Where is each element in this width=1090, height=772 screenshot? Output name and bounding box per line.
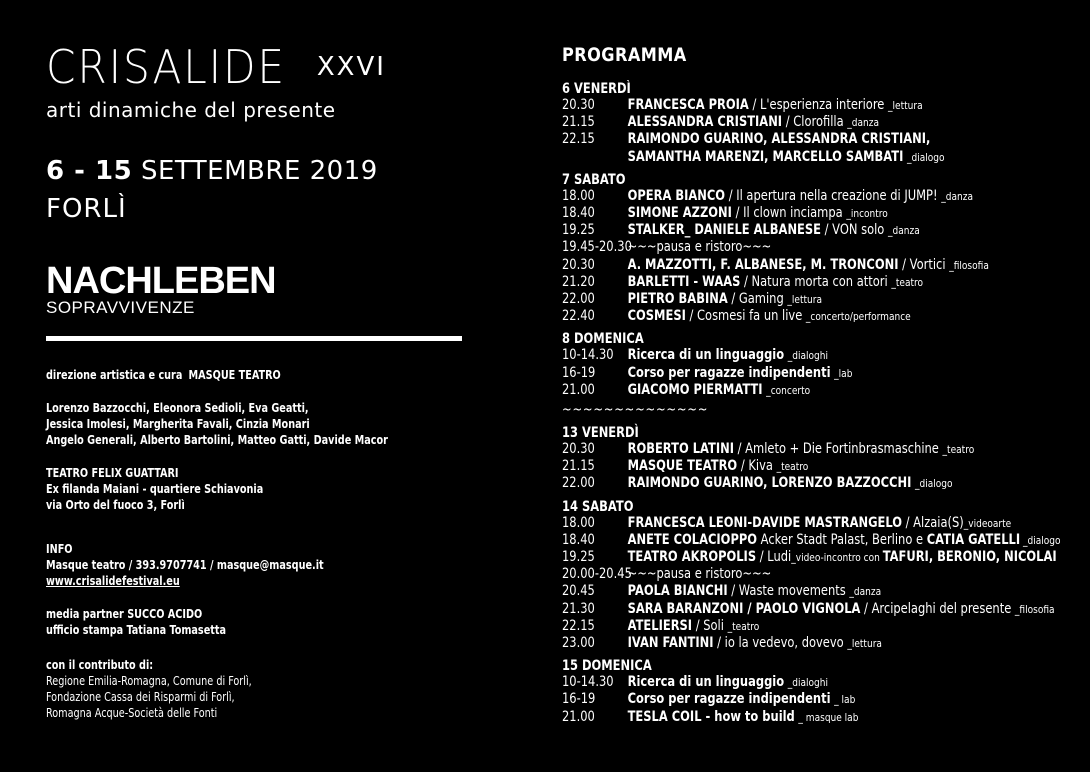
- event-title: / Kiva: [737, 458, 777, 475]
- event-artist: IVAN FANTINI: [627, 635, 714, 652]
- event-category: _lab: [834, 366, 853, 380]
- event-title: ~~~pausa e ristoro~~~: [627, 566, 772, 583]
- event-description: [628, 114, 879, 131]
- event-artist: STALKER_ DANIELE ALBANESE: [627, 222, 822, 239]
- event-time: 18.40: [562, 531, 595, 548]
- team-line: Angelo Generali, Alberto Bartolini, Matteo Gatti, Davide Macor: [46, 432, 388, 447]
- event-artist: A. MAZZOTTI, F. ALBANESE, M. TRONCONI: [627, 256, 899, 273]
- event-artist: SARA BARANZONI / PAOLO VIGNOLA: [627, 600, 861, 617]
- event-artist: PAOLA BIANCHI: [627, 583, 728, 600]
- event-description: [628, 365, 853, 382]
- info-block: [46, 541, 324, 589]
- contact-line: Masque teatro / 393.9707741 / masque@masque.it: [46, 557, 324, 572]
- event-row: [562, 114, 1054, 131]
- event-category: _videoarte: [963, 516, 1012, 530]
- event-time: 21.15: [562, 114, 595, 131]
- contributor-line: Regione Emilia-Romagna, Comune di Forlì,: [46, 673, 252, 688]
- event-artist: BARLETTI - WAAS: [627, 273, 741, 290]
- event-row: [562, 691, 1054, 708]
- contributor-line: Fondazione Cassa dei Risparmi di Forlì,: [46, 689, 235, 704]
- event-row: [562, 458, 1054, 475]
- event-description: [628, 382, 811, 399]
- event-time: 20.00-20.45: [562, 566, 632, 583]
- event-description: [628, 674, 828, 691]
- event-title: / VON solo: [821, 222, 888, 239]
- event-category: _danza: [941, 189, 973, 203]
- event-category: _dialoghi: [787, 676, 829, 690]
- event-description: [628, 515, 1012, 532]
- event-row: [562, 549, 1057, 566]
- event-description: [628, 635, 882, 652]
- event-time: 10-14.30: [562, 347, 614, 364]
- event-artist: Ricerca di un linguaggio: [627, 347, 785, 364]
- event-category: _dialogo: [907, 150, 945, 164]
- event-artist: TAFURI, BERONIO, NICOLAI: [882, 549, 1057, 566]
- event-title: / L'esperienza interiore: [748, 97, 889, 113]
- event-row: [562, 308, 1054, 325]
- event-time: 18.00: [562, 514, 595, 531]
- direction-value: MASQUE TEATRO: [188, 367, 281, 382]
- press-office-label: ufficio stampa: [46, 622, 124, 637]
- event-row: [562, 291, 1054, 308]
- event-category: _teatro: [727, 619, 760, 633]
- event-time: 22.40: [562, 308, 595, 325]
- event-time: 20.30: [562, 441, 595, 458]
- event-artist: FRANCESCA PROIA: [627, 97, 749, 113]
- event-category: _dialogo: [914, 477, 953, 491]
- event-row: [562, 365, 1054, 382]
- divider-rule: [46, 336, 462, 341]
- event-artist: CATIA GATELLI: [926, 531, 1021, 548]
- event-artist: MASQUE TEATRO: [627, 458, 738, 475]
- festival-edition: XXVI: [316, 52, 386, 82]
- event-row: [562, 475, 1054, 492]
- event-time: 20.30: [562, 256, 595, 273]
- event-category: _teatro: [776, 460, 809, 474]
- event-time: 21.15: [562, 458, 595, 475]
- venue-name: TEATRO FELIX GUATTARI: [46, 465, 179, 480]
- event-row: [562, 515, 1054, 532]
- event-row: [562, 347, 1054, 364]
- event-title: / Clorofilla: [782, 114, 848, 131]
- event-row: [562, 441, 1054, 458]
- theme-title: NACHLEBEN: [46, 260, 276, 302]
- media-partner-value: SUCCO ACIDO: [127, 606, 203, 621]
- festival-title: CRISALIDE: [46, 40, 286, 94]
- event-row: [562, 131, 1054, 148]
- event-category: _teatro: [891, 275, 924, 289]
- event-description: [628, 566, 772, 583]
- event-artist: ATELIERSI: [627, 617, 693, 634]
- event-description: [628, 149, 945, 166]
- event-artist: RAIMONDO GUARINO, LORENZO BAZZOCCHI: [627, 475, 912, 492]
- team-line: Jessica Imolesi, Margherita Favali, Cinzia Monari: [46, 416, 310, 431]
- event-category: _filosofia: [1014, 602, 1055, 616]
- day-heading: 15 DOMENICA: [562, 658, 652, 675]
- event-description: [628, 691, 856, 708]
- event-category: _dialoghi: [787, 349, 829, 363]
- event-description: [628, 188, 973, 205]
- festival-city: FORLÌ: [46, 194, 127, 224]
- event-time: 20.30: [562, 97, 595, 113]
- event-description: [628, 131, 931, 148]
- event-title: / Arcipelaghi del presente: [860, 600, 1015, 617]
- event-row: [562, 97, 1054, 114]
- dates-month: SETTEMBRE 2019: [140, 156, 378, 186]
- event-row: [562, 188, 1054, 205]
- event-time: 10-14.30: [562, 674, 614, 691]
- event-title: / io la vedevo, dovevo: [713, 635, 848, 652]
- event-title: / Amleto + Die Fortinbrasmaschine: [733, 441, 943, 458]
- event-artist: COSMESI: [627, 308, 686, 325]
- event-artist: ANETE COLACIOPPO: [627, 531, 758, 548]
- event-time: 21.30: [562, 600, 595, 617]
- event-time: 18.40: [562, 205, 595, 222]
- event-title: / Il clown inciampa: [731, 205, 847, 222]
- event-category: _filosofia: [949, 258, 989, 272]
- event-description: [628, 458, 809, 475]
- programme-list: [562, 81, 1061, 726]
- dates-range: 6 - 15: [46, 156, 133, 186]
- event-artist: OPERA BIANCO: [627, 187, 726, 204]
- team-line: Lorenzo Bazzocchi, Eleonora Sedioli, Eva Geatti,: [46, 400, 309, 415]
- event-description: [628, 709, 859, 726]
- event-row: [562, 239, 1054, 256]
- event-description: [628, 532, 1061, 549]
- event-title: / Alzaia(S): [902, 514, 964, 531]
- event-description: [628, 475, 953, 492]
- event-title: / Soli: [692, 617, 728, 634]
- event-category: _lettura: [847, 637, 882, 651]
- festival-subtitle: arti dinamiche del presente: [46, 98, 336, 122]
- event-time: [562, 149, 628, 166]
- event-time: 22.15: [562, 131, 595, 148]
- press-block: [46, 606, 226, 638]
- event-time: 16-19: [562, 364, 596, 381]
- press-office-value: Tatiana Tomasetta: [126, 622, 227, 637]
- venue-address-line: via Orto del fuoco 3, Forlì: [46, 497, 185, 512]
- event-description: [628, 441, 975, 458]
- day-heading: 13 VENERDÌ: [562, 425, 639, 442]
- event-category: _ lab: [834, 693, 856, 707]
- event-title: ~~~pausa e ristoro~~~: [627, 239, 772, 256]
- event-artist: ROBERTO LATINI: [627, 441, 734, 458]
- event-title: / Waste movements: [727, 583, 850, 600]
- event-row: [562, 674, 1054, 691]
- contributors-label: con il contributo di:: [46, 657, 154, 672]
- event-time: 16-19: [562, 691, 596, 708]
- event-description: [628, 308, 911, 325]
- event-time: 18.00: [562, 187, 595, 204]
- festival-title-row: [46, 40, 386, 94]
- event-time: 19.45-20.30: [562, 239, 632, 256]
- event-artist: PIETRO BABINA: [627, 291, 728, 308]
- event-category: _lettura: [787, 293, 822, 307]
- event-category: _video-incontro con: [791, 551, 883, 565]
- programme-separator: ~~~~~~~~~~~~~~: [562, 402, 709, 419]
- event-time: 21.20: [562, 273, 595, 290]
- event-row: [562, 531, 1061, 549]
- event-row: [562, 618, 1054, 635]
- info-label: INFO: [46, 541, 73, 556]
- event-category: _danza: [847, 116, 880, 130]
- event-artist: Corso per ragazze indipendenti: [627, 691, 831, 708]
- theme-subtitle: SOPRAVVIVENZE: [46, 298, 195, 317]
- programme-title: PROGRAMMA: [562, 44, 687, 66]
- event-artist: Ricerca di un linguaggio: [627, 674, 785, 691]
- event-time: 22.00: [562, 475, 595, 492]
- event-artist: SAMANTHA MARENZI, MARCELLO SAMBATI: [627, 148, 904, 165]
- event-category: _lettura: [888, 99, 923, 112]
- event-artist: Corso per ragazze indipendenti: [627, 364, 831, 381]
- event-description: [628, 583, 882, 600]
- event-row: [562, 382, 1054, 399]
- event-title: / Gaming: [727, 291, 788, 308]
- venue-block: [46, 465, 263, 513]
- event-row: [562, 205, 1054, 222]
- event-row: [562, 635, 1054, 652]
- event-row: [562, 274, 1054, 291]
- contributor-line: Romagna Acque-Società delle Fonti: [46, 705, 218, 720]
- event-time: 21.00: [562, 708, 595, 725]
- media-partner-label: media partner: [46, 606, 124, 621]
- event-description: [628, 291, 822, 308]
- event-artist: TEATRO AKROPOLIS: [627, 549, 757, 566]
- event-artist: ALESSANDRA CRISTIANI: [627, 114, 783, 131]
- event-artist: GIACOMO PIERMATTI: [627, 381, 763, 398]
- event-time: 22.00: [562, 291, 595, 308]
- event-time: 19.25: [562, 222, 595, 239]
- event-description: [628, 97, 923, 114]
- event-description: [628, 274, 923, 291]
- website-link[interactable]: www.crisalidefestival.eu: [46, 573, 180, 588]
- festival-dates: [46, 156, 378, 186]
- event-title: / Il apertura nella creazione di JUMP!: [725, 187, 942, 204]
- event-description: [628, 601, 1055, 618]
- event-row: [562, 601, 1054, 618]
- event-row: [562, 257, 1054, 274]
- event-description: [628, 347, 828, 364]
- event-description: [628, 549, 1057, 566]
- event-description: [628, 618, 760, 635]
- event-description: [628, 205, 888, 222]
- event-time: 20.45: [562, 583, 595, 600]
- event-description: [628, 257, 989, 274]
- event-title: / Natura morta con attori: [740, 273, 892, 290]
- event-row: [562, 566, 1054, 583]
- event-title: / Ludi: [756, 549, 792, 566]
- event-category: _ masque lab: [798, 710, 859, 724]
- event-time: 22.15: [562, 617, 595, 634]
- event-category: _danza: [887, 224, 920, 238]
- event-artist: FRANCESCA LEONI-DAVIDE MASTRANGELO: [627, 514, 903, 531]
- event-row: [562, 149, 1054, 166]
- event-row: [562, 222, 1054, 239]
- event-time: 23.00: [562, 635, 595, 652]
- event-category: _teatro: [942, 443, 975, 457]
- event-category: _danza: [849, 585, 882, 599]
- event-description: [628, 222, 920, 239]
- event-time: 19.25: [562, 549, 595, 566]
- event-row: [562, 583, 1054, 600]
- event-time: 21.00: [562, 381, 595, 398]
- team-list: [46, 400, 388, 448]
- day-heading: 6 VENERDÌ: [562, 81, 631, 97]
- event-title: / Vortici: [898, 256, 950, 273]
- day-heading: 8 DOMENICA: [562, 331, 644, 348]
- contributors-block: [46, 657, 252, 721]
- event-category: _incontro: [846, 207, 888, 221]
- direction-label: direzione artistica e cura: [46, 367, 183, 382]
- event-artist: RAIMONDO GUARINO, ALESSANDRA CRISTIANI,: [627, 131, 931, 148]
- event-artist: SIMONE AZZONI: [627, 205, 732, 222]
- event-row: [562, 709, 1054, 726]
- venue-address-line: Ex filanda Maiani - quartiere Schiavonia: [46, 481, 264, 496]
- event-title: Acker Stadt Palast, Berlino e: [757, 531, 927, 548]
- event-description: [628, 239, 772, 256]
- event-category: _dialogo: [1020, 533, 1061, 547]
- day-heading: 14 SABATO: [562, 498, 634, 515]
- event-artist: TESLA COIL - how to build: [627, 708, 795, 725]
- direction-line: [46, 367, 281, 383]
- event-category: _concerto/performance: [805, 310, 911, 324]
- event-title: / Cosmesi fa un live: [685, 308, 806, 325]
- day-heading: 7 SABATO: [562, 171, 626, 188]
- event-category: _concerto: [766, 383, 811, 397]
